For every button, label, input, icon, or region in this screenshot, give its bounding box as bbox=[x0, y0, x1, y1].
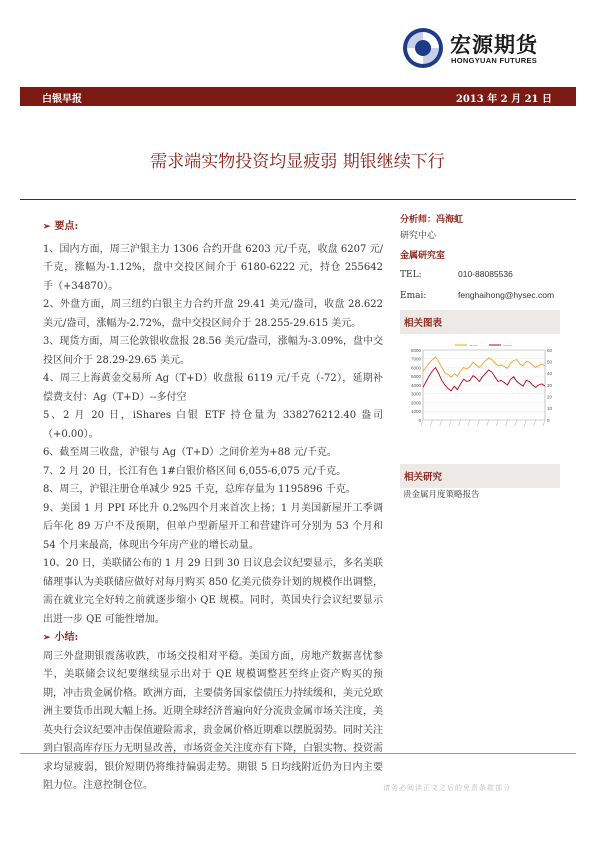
arrow-right-icon: ➢ bbox=[43, 222, 51, 232]
highlight-item: 9、美国 1 月 PPI 环比升 0.2%四个月来首次上扬；1 月美国新屋开工季调后年化 89 万户不及预期，但单户型新屋开工和营建许可分别为 53 个月和 54 个月来最高，体现出今年房产业的增长动量。 bbox=[43, 502, 383, 551]
highlight-item: 6、截至周三收盘，沪银与 Ag（T+D）之间价差为+88 元/千克。 bbox=[43, 447, 337, 458]
chart-y-left-tick: 6000 bbox=[410, 365, 421, 371]
chart-y-left-tick: 8000 bbox=[410, 347, 421, 353]
chart-x-tick bbox=[487, 420, 489, 426]
highlight-item: 3、现货方面，周三伦敦银收盘报 28.56 美元/盎司，涨幅为-3.09%，盘中交投区间介于 28.29-29.65 美元。 bbox=[43, 336, 383, 366]
chart-x-tick bbox=[534, 420, 536, 426]
summary-text: 周三外盘期银震荡收跌，市场交投相对平稳。美国方面，房地产数据喜忧参半，美联储会议纪要继续显示出对于 QE 规模调整甚至终止资产购买的预期，冲击贵金属价格。欧洲方面，主要债务国家偿债压力持续缓和，美元兑欧洲主要货币出现大幅上扬。近期全球经济普遍向好分流贵金属市场关注度，美英央行会议纪要冲击保值避险需求，贵金属价格近期难以摆脱弱势。同时关注到白银高库存压力无明显改善，市场资金关注度亦有下降，白银实物、投资需求均显疲弱，银价短期仍将维持偏弱走势。期银 5 日均线附近仍为日内主要阻力位。注意控制仓位。 bbox=[43, 650, 383, 791]
chart-x-tick bbox=[468, 420, 470, 426]
disclaimer-note: 请务必阅读正文之后的免责条款部分 bbox=[383, 784, 511, 792]
arrow-right-icon: ➢ bbox=[43, 633, 51, 643]
chart-y-right-tick: 10 bbox=[547, 406, 553, 412]
company-name-cn: 宏源期货 bbox=[450, 33, 538, 57]
related-research-header bbox=[400, 464, 560, 488]
chart-x-tick bbox=[524, 420, 526, 426]
chart-y-right-tick: 40 bbox=[547, 371, 553, 377]
company-name-en: HONGYUAN FUTURES bbox=[451, 56, 538, 65]
highlight-item: 1、国内方面，周三沪银主力 1306 合约开盘 6203 元/千克，收盘 6207 元/千克，涨幅为-1.12%，盘中交投区间介于 6180-6222 元，持仓 255642 手（+34870）。 bbox=[43, 243, 383, 292]
email-row bbox=[400, 287, 560, 304]
related-research-label: 相关研究 bbox=[404, 472, 443, 483]
highlight-item: 2、外盘方面，周三纽约白银主力合约开盘 29.41 美元/盎司，收盘 28.622 美元/盎司，涨幅为-2.72%，盘中交投区间介于 28.255-29.615 美元。 bbox=[43, 299, 383, 329]
chart-y-left-tick: 5000 bbox=[410, 374, 421, 380]
chart-y-left-tick: 4000 bbox=[410, 382, 421, 388]
chart-x-tick bbox=[449, 420, 451, 426]
company-logo bbox=[402, 27, 562, 71]
chart-y-right-tick: 50 bbox=[547, 359, 553, 365]
highlight-item: 10、20 日，美联储公布的 1 月 29 日到 30 日议息会议纪要显示，多名美联储理事认为美联储应做好对每月购买 850 亿美元债券计划的规模作出调整，需在就业完全好转之前就逐步缩小 QE 规模。同时，英国央行会议纪要显示出进一步 QE 可能性增加。 bbox=[43, 558, 383, 625]
chart-series-line-1 bbox=[423, 357, 545, 377]
highlight-item: 8、周三，沪银注册仓单减少 925 千克，总库存量为 1195896 千克。 bbox=[43, 484, 356, 495]
related-charts-header bbox=[400, 310, 560, 334]
report-type: 白银早报 bbox=[42, 94, 82, 105]
chart-y-left-tick: 0 bbox=[418, 417, 421, 423]
lab-name: 金属研究室 bbox=[400, 251, 446, 261]
chart-x-tick bbox=[440, 420, 442, 426]
tel-value: 010-88085536 bbox=[458, 269, 513, 279]
related-charts-label: 相关图表 bbox=[404, 318, 443, 329]
email-value[interactable]: fenghaihong@hysec.com bbox=[458, 290, 555, 300]
chart-x-tick bbox=[459, 420, 461, 426]
highlight-item: 7、2 月 20 日，长江有色 1#白银价格区间 6,055-6,075 元/千克。 bbox=[43, 465, 347, 477]
chart-y-left-tick: 3000 bbox=[410, 391, 421, 397]
chart-x-tick bbox=[543, 420, 545, 426]
chart-y-right-tick: 20 bbox=[547, 394, 553, 400]
chart-x-tick bbox=[430, 420, 432, 426]
silver-price-chart bbox=[403, 338, 563, 438]
chart-x-tick bbox=[477, 420, 479, 426]
report-title: 需求端实物投资均显疲弱 期银继续下行 bbox=[150, 152, 445, 172]
rule-top bbox=[20, 199, 576, 200]
tel-row bbox=[400, 266, 560, 283]
header-band bbox=[20, 87, 576, 106]
analyst-name: 分析师：冯海虹 bbox=[400, 215, 464, 225]
email-label: Emai: bbox=[400, 291, 427, 301]
chart-y-right-tick: 0 bbox=[547, 417, 550, 423]
summary-heading: ➢ 小结: bbox=[43, 629, 383, 648]
chart-x-tick bbox=[505, 420, 507, 426]
chart-y-right-tick: 30 bbox=[547, 382, 553, 388]
department: 研究中心 bbox=[400, 231, 437, 241]
highlight-item: 4、周三上海黄金交易所 Ag（T+D）收盘报 6119 元/千克（-72），延期补偿费支付：Ag（T+D）--多付空 bbox=[43, 373, 383, 403]
highlight-item: 5、2 月 20 日，iShares 白银 ETF 持仓量为 338276212.40 盎司（+0.00）。 bbox=[43, 410, 383, 440]
highlights-heading: ➢ 要点: bbox=[43, 218, 383, 237]
chart-series-line-2 bbox=[423, 368, 545, 391]
report-date: 2013 年 2 月 21 日 bbox=[455, 94, 552, 105]
chart-x-tick bbox=[515, 420, 517, 426]
chart-legend-label: —— bbox=[469, 343, 478, 349]
main-content bbox=[43, 218, 383, 796]
analyst-info bbox=[400, 212, 560, 304]
related-report-link[interactable]: 贵金属月度策略报告 bbox=[403, 490, 480, 500]
chart-y-left-tick: 7000 bbox=[410, 356, 421, 362]
chart-y-left-tick: 2000 bbox=[410, 400, 421, 406]
chart-y-left-tick: 1000 bbox=[410, 409, 421, 415]
chart-legend-label: —— bbox=[503, 343, 512, 349]
company-logo-icon bbox=[402, 27, 444, 69]
chart-x-tick bbox=[496, 420, 498, 426]
chart-y-right-tick: 60 bbox=[547, 347, 553, 353]
chart-x-tick bbox=[421, 420, 423, 426]
tel-label: TEL: bbox=[400, 270, 422, 280]
